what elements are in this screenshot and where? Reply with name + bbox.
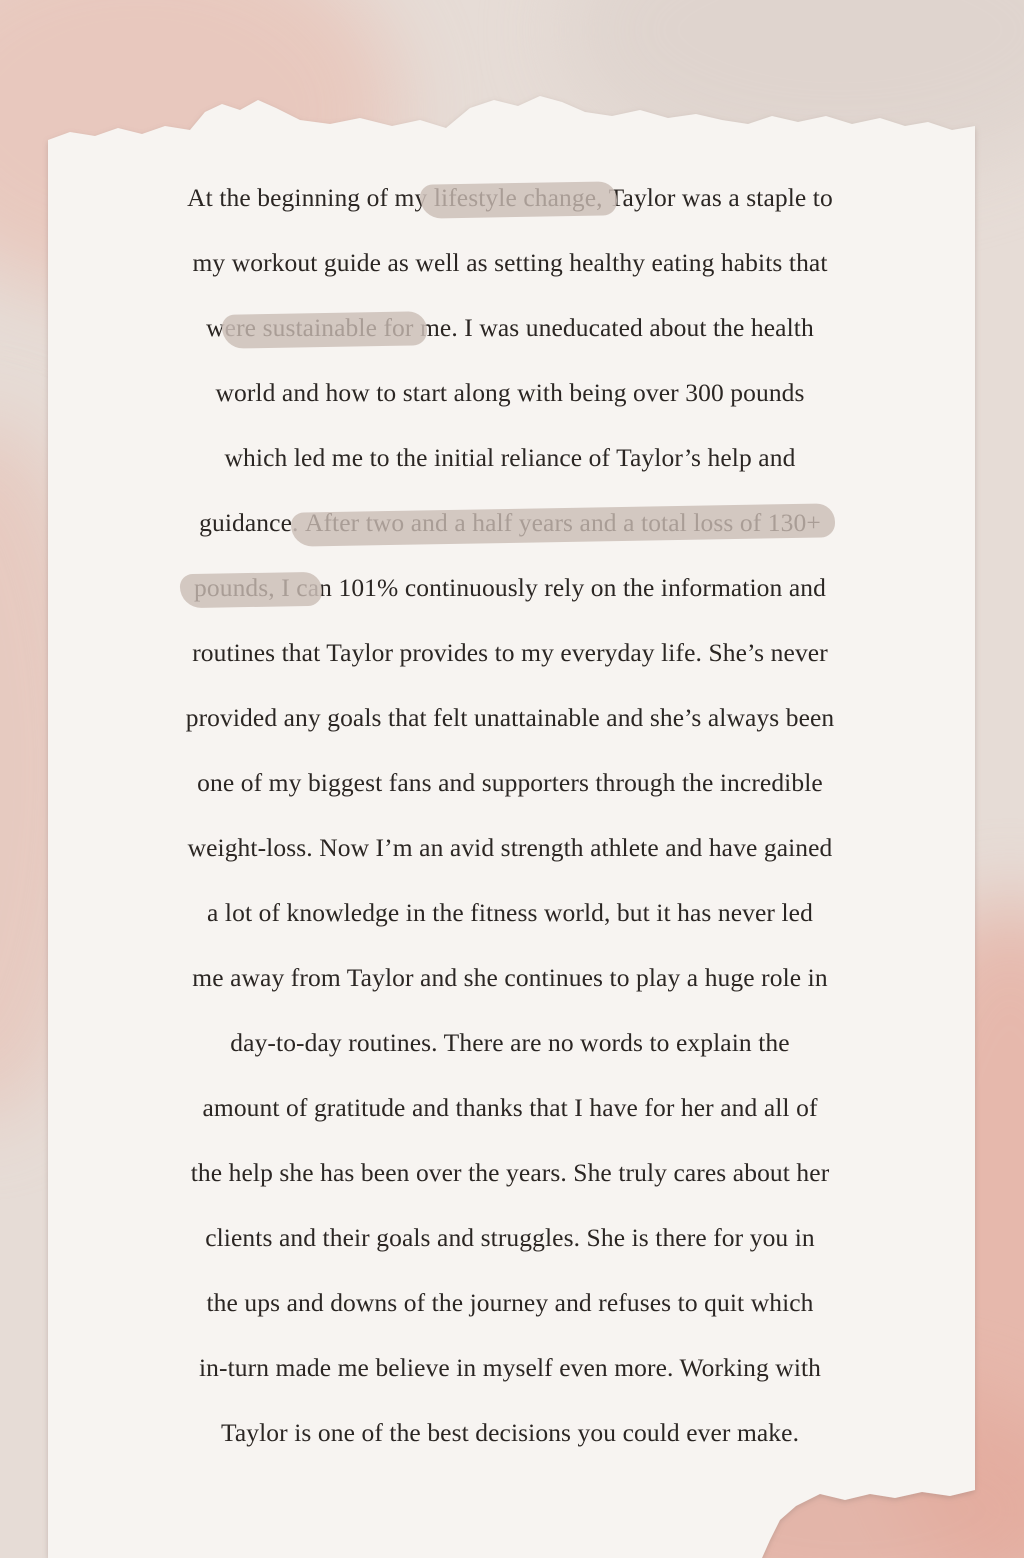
text-line: amount of gratitude and thanks that I have for her and all of (202, 1093, 818, 1122)
text-line: in-turn made me believe in myself even more. Working with (198, 1353, 822, 1382)
text-line: provided any goals that felt unattainable and she’s always been (185, 703, 835, 732)
highlight-mark: After two and a half years and a total loss of 130+ (304, 508, 821, 537)
text-line: me away from Taylor and she continues to play a huge role in (192, 963, 828, 992)
text-line: routines that Taylor provides to my everyday life. She’s never (192, 638, 828, 667)
text-line: weight-loss. Now I’m an avid strength athlete and have gained (187, 833, 833, 862)
highlight-mark: pounds, I c (194, 573, 308, 602)
text-line: were sustainable for me. I was uneducated about the health (206, 313, 814, 342)
text-line: clients and their goals and struggles. She is there for you in (205, 1223, 815, 1252)
text-line: guidance. After two and a half years and a total loss of 130+ (199, 508, 821, 537)
text-line: a lot of knowledge in the fitness world, but it has never led (207, 898, 813, 927)
text-line: the help she has been over the years. She truly cares about her (190, 1158, 830, 1187)
text-line: pounds, I can 101% continuously rely on the information and (194, 573, 826, 602)
text-line: world and how to start along with being over 300 pounds (215, 378, 805, 407)
text-line: my workout guide as well as setting healthy eating habits that (192, 248, 828, 277)
highlight-mark: lifestyle change, (433, 183, 603, 212)
text-line: At the beginning of my lifestyle change, Taylor was a staple to (187, 183, 833, 212)
text-line: the ups and downs of the journey and refuses to quit which (206, 1288, 814, 1317)
text-line: Taylor is one of the best decisions you could ever make. (220, 1418, 800, 1447)
text-line: which led me to the initial reliance of Taylor’s help and (224, 443, 796, 472)
text-line: one of my biggest fans and supporters through the incredible (197, 768, 823, 797)
text-line: day-to-day routines. There are no words to explain the (230, 1028, 790, 1057)
testimonial-text (120, 165, 900, 1465)
highlight-mark: re sustainable for (236, 313, 414, 342)
